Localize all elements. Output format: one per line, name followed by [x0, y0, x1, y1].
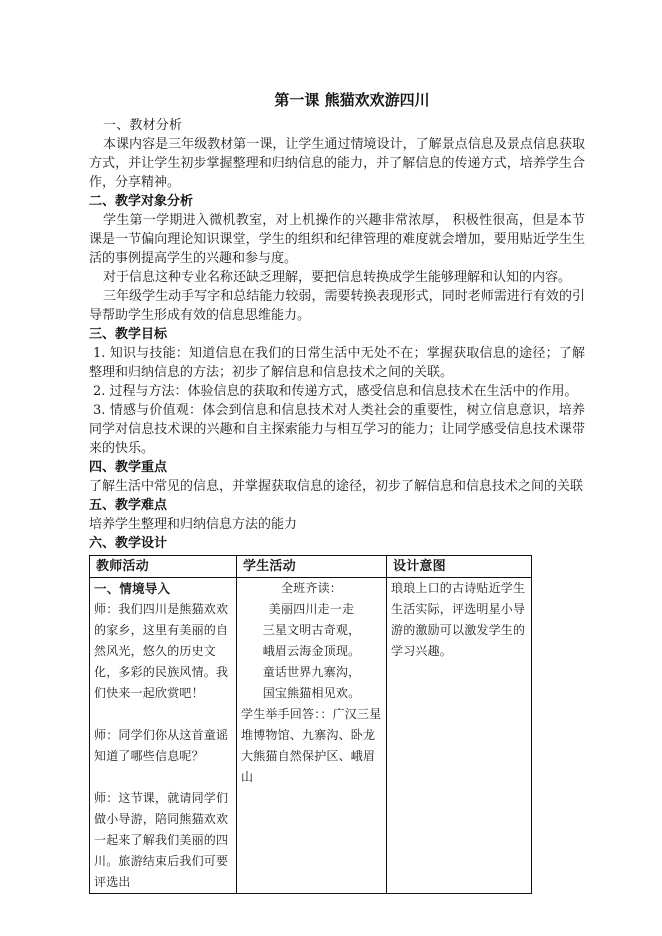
poem-line: 童话世界九寨沟， [262, 665, 361, 679]
teaching-design-table [89, 555, 532, 894]
section-heading-teaching-design: 六、教学设计 [89, 536, 168, 551]
table-header-row [90, 556, 532, 578]
teacher-activity-cell [90, 578, 237, 894]
column-header-design-intent: 设计意图 [387, 556, 532, 578]
goal-item: 1. 知识与技能：知道信息在我们的日常生活中无处不在；掌握获取信息的途径；了解整理和归纳信息的方法；初步了解信息和信息技术之间的关联。 [89, 346, 585, 380]
paragraph: 对于信息这种专业名称还缺乏理解，要把信息转换成学生能够理解和认知的内容。 [103, 270, 572, 285]
column-header-teacher-activity: 教师活动 [90, 556, 237, 578]
section-heading-difficulties: 五、教学难点 [89, 498, 168, 513]
paragraph: 三年级学生动手写字和总结能力较弱，需要转换表现形式，同时老师需进行有效的引导帮助学生形成有效的信息思维能力。 [89, 289, 585, 323]
section-heading-textbook-analysis: 一、教材分析 [103, 118, 183, 133]
student-answer: 学生举手回答：：广汉三星堆博物馆、九寨沟、卧龙大熊猫自然保护区、峨眉山 [241, 707, 382, 784]
teacher-line: 师：我们四川是熊猫欢欢的家乡，这里有美丽的自然风光，悠久的历史文化，多彩的民族风情。我们快来一起欣赏吧！ [94, 602, 229, 700]
paragraph: 培养学生整理和归纳信息方法的能力 [89, 517, 298, 532]
poem-line: 峨眉云海金顶现。 [262, 644, 361, 658]
table-row [90, 578, 532, 894]
poem-line: 国宝熊猫相见欢。 [262, 686, 361, 700]
document-title: 第一课 熊猫欢欢游四川 [274, 91, 430, 109]
goal-item: 2. 过程与方法：体验信息的获取和传递方式，感受信息和信息技术在生活中的作用。 [93, 384, 578, 399]
spacer [94, 704, 232, 725]
section-heading-teaching-goals: 三、教学目标 [89, 327, 168, 342]
design-intent-cell [387, 578, 532, 894]
student-activity-cell [237, 578, 387, 894]
paragraph: 了解生活中常见的信息，并掌握获取信息的途径，初步了解信息和信息技术之间的关联 [89, 479, 584, 494]
poem-intro: 全班齐读： [280, 581, 342, 595]
teacher-line: 师：这节课，就请同学们做小导游，陪同熊猫欢欢一起来了解我们美丽的四川。旅游结束后我们可要评选出 [94, 791, 229, 889]
poem-line: 三星文明古奇观， [262, 623, 361, 637]
teacher-line: 师：同学们你从这首童谣知道了哪些信息呢？ [94, 728, 229, 763]
goal-item: 3. 情感与价值观：体会到信息和信息技术对人类社会的重要性，树立信息意识，培养同学对信息技术课的兴趣和自主探索能力与相互学习的能力；让同学感受信息技术课带来的快乐。 [89, 403, 585, 456]
column-header-student-activity: 学生活动 [237, 556, 387, 578]
section-heading-student-analysis: 二、教学对象分析 [89, 194, 194, 209]
cell-subheading: 一、情境导入 [94, 581, 171, 596]
poem-line: 美丽四川走一走 [268, 602, 355, 616]
document-page [89, 0, 585, 934]
intent-text: 琅琅上口的古诗贴近学生生活实际，评选明星小导游的激励可以激发学生的学习兴趣。 [391, 581, 526, 658]
paragraph: 本课内容是三年级教材第一课，让学生通过情境设计，了解景点信息及景点信息获取方式，并让学生初步掌握整理和归纳信息的能力，并了解信息的传递方式，培养学生合作，分享精神。 [89, 137, 585, 190]
spacer [94, 767, 232, 788]
paragraph: 学生第一学期进入微机教室，对上机操作的兴趣非常浓厚， 积极性很高，但是本节课是一节偏向理论知识课堂，学生的组织和纪律管理的难度就会增加，要用贴近学生生活的事例提高学生的兴趣和参与度。 [89, 213, 585, 266]
section-heading-key-points: 四、教学重点 [89, 460, 168, 475]
